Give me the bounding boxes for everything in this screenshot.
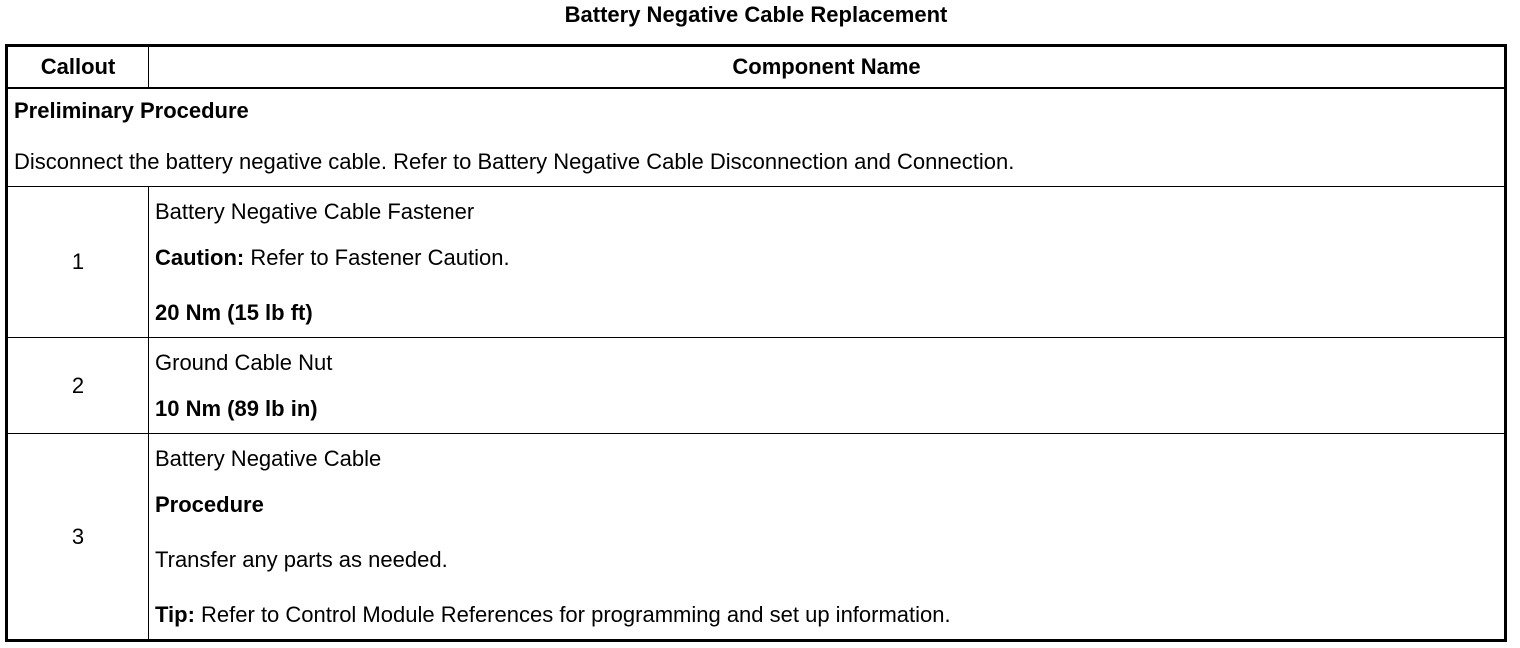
preliminary-procedure-cell	[7, 88, 1506, 187]
caution-label: Caution:	[155, 244, 245, 270]
preliminary-procedure-title: Preliminary Procedure	[14, 98, 249, 123]
component-cell	[149, 434, 1506, 641]
component-name-header: Component Name	[149, 46, 1506, 89]
caution-note	[155, 235, 1498, 290]
preliminary-procedure-text: Disconnect the battery negative cable. Refer to Battery Negative Cable Disconnection and Connection.	[14, 149, 1015, 174]
component-cell	[149, 338, 1506, 434]
table-header-row	[7, 46, 1506, 89]
procedure-table	[5, 44, 1507, 642]
tip-note	[155, 592, 1498, 638]
component-name: Ground Cable Nut	[155, 349, 333, 375]
torque-spec: 10 Nm (89 lb in)	[155, 395, 318, 421]
document-title: Battery Negative Cable Replacement	[564, 2, 948, 27]
caution-text: Refer to Fastener Caution.	[244, 244, 510, 270]
component-name: Battery Negative Cable	[155, 445, 382, 471]
tip-label: Tip:	[155, 601, 195, 627]
table-row	[7, 434, 1506, 641]
torque-spec: 20 Nm (15 lb ft)	[155, 299, 313, 325]
tip-text: Refer to Control Module References for programming and set up information.	[194, 601, 951, 627]
procedure-label: Procedure	[155, 491, 264, 517]
preliminary-procedure-row	[7, 88, 1506, 187]
callout-number: 3	[7, 434, 149, 641]
component-cell	[149, 187, 1506, 338]
callout-number: 2	[7, 338, 149, 434]
callout-number: 1	[7, 187, 149, 338]
component-name: Battery Negative Cable Fastener	[155, 198, 475, 224]
callout-header: Callout	[7, 46, 149, 89]
table-row	[7, 187, 1506, 338]
table-row	[7, 338, 1506, 434]
procedure-text: Transfer any parts as needed.	[155, 546, 448, 572]
